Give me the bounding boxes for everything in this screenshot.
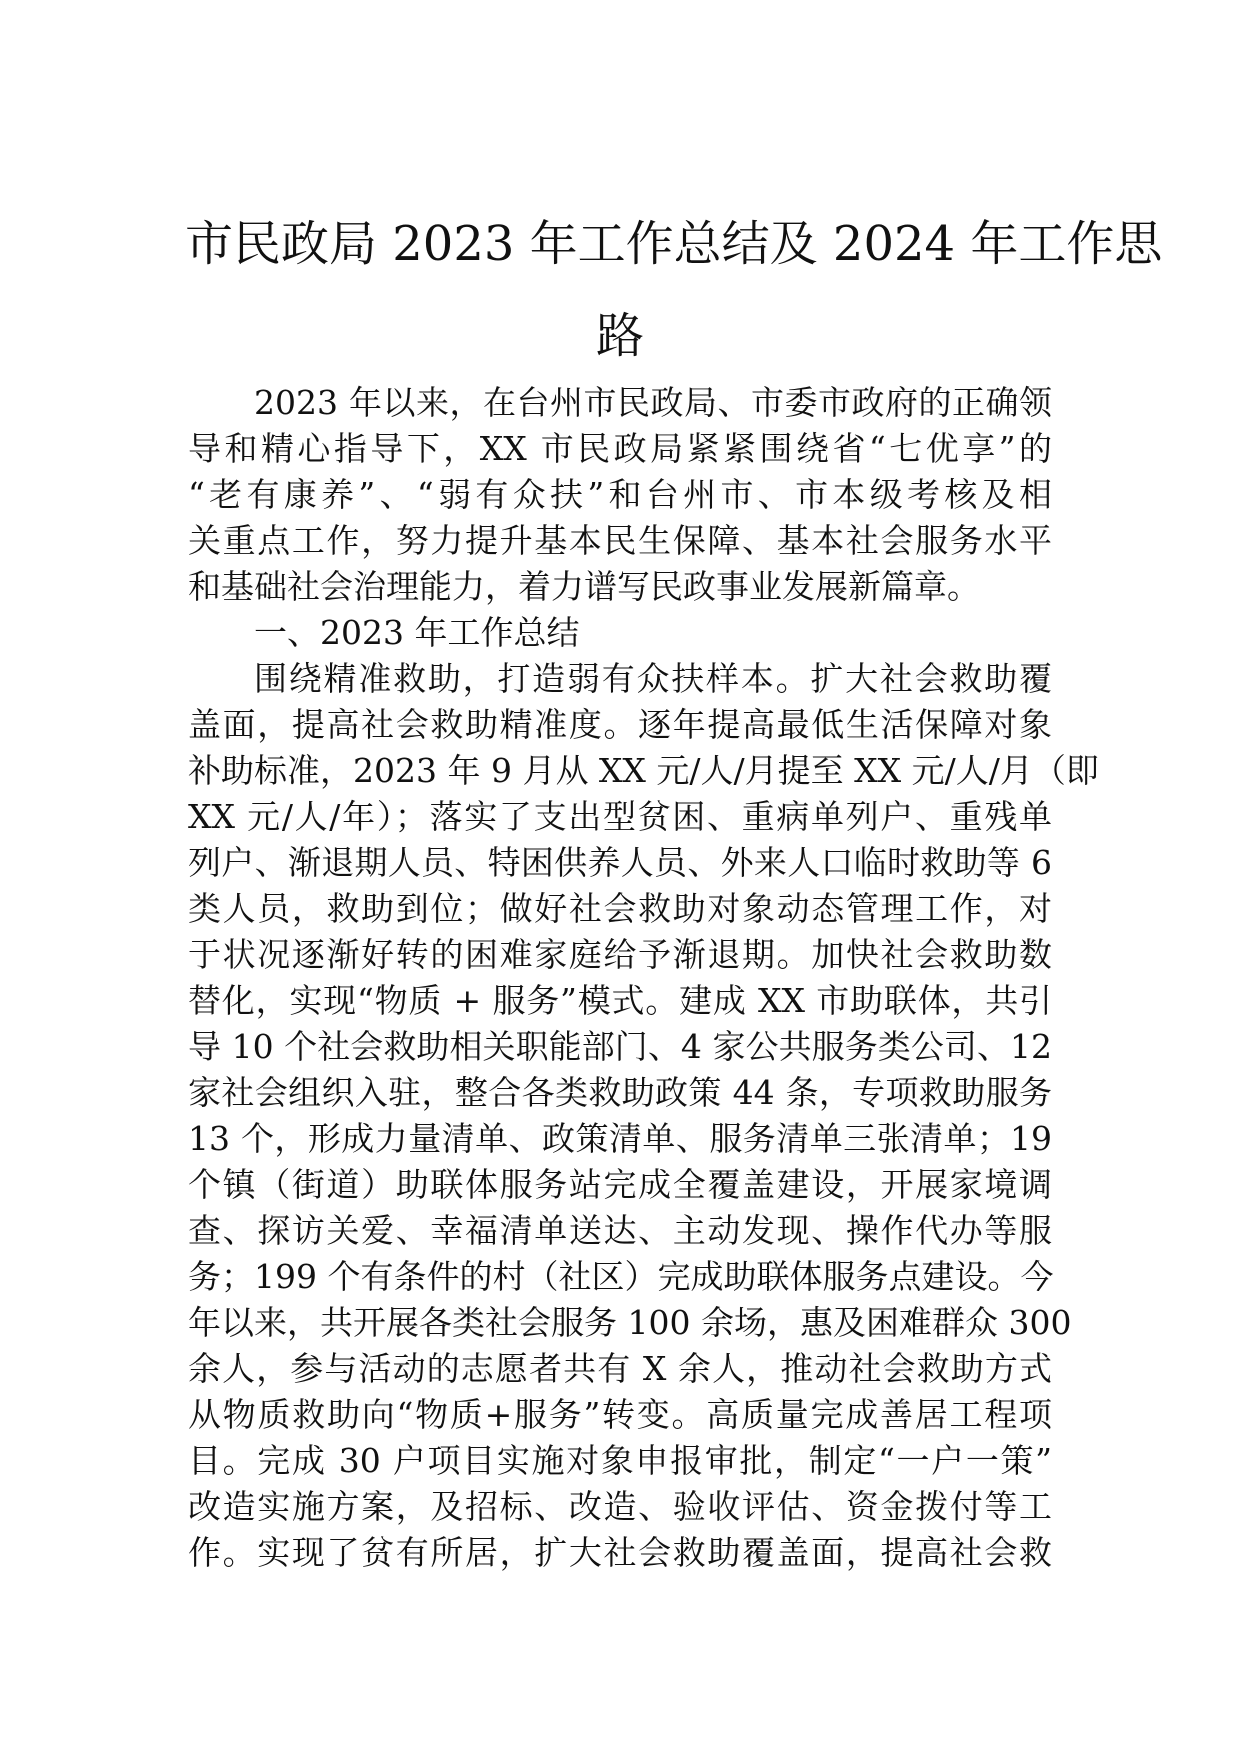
- section-heading: 一、2023 年工作总结: [254, 613, 580, 652]
- paragraph-line: 导和精心指导下，XX 市民政局紧紧围绕省“七优享”的: [188, 429, 1052, 468]
- paragraph-line: 关重点工作，努力提升基本民生保障、基本社会服务水平: [188, 521, 1052, 560]
- paragraph-line: 余人，参与活动的志愿者共有 X 余人，推动社会救助方式: [188, 1349, 1052, 1388]
- paragraph-line: 于状况逐渐好转的困难家庭给予渐退期。加快社会救助数: [188, 935, 1052, 974]
- paragraph-line: 年以来，共开展各类社会服务 100 余场，惠及困难群众 300: [188, 1303, 1072, 1342]
- document-title-line-1: 市民政局 2023 年工作总结及 2024 年工作思: [185, 216, 1163, 272]
- paragraph-line: 和基础社会治理能力，着力谱写民政事业发展新篇章。: [188, 567, 980, 606]
- paragraph-line: 盖面，提高社会救助精准度。逐年提高最低生活保障对象: [188, 705, 1052, 744]
- paragraph-line: 列户、渐退期人员、特困供养人员、外来人口临时救助等 6: [188, 843, 1052, 882]
- paragraph-line: 查、探访关爱、幸福清单送达、主动发现、操作代办等服: [188, 1211, 1052, 1250]
- paragraph-line: 务；199 个有条件的村（社区）完成助联体服务点建设。今: [188, 1257, 1054, 1296]
- paragraph-line: 围绕精准救助，打造弱有众扶样本。扩大社会救助覆: [254, 659, 1052, 698]
- paragraph-line: 2023 年以来，在台州市民政局、市委市政府的正确领: [254, 383, 1052, 422]
- paragraph-line: 类人员，救助到位；做好社会救助对象动态管理工作，对: [188, 889, 1052, 928]
- paragraph-line: 导 10 个社会救助相关职能部门、4 家公共服务类公司、12: [188, 1027, 1052, 1066]
- paragraph-line: 家社会组织入驻，整合各类救助政策 44 条，专项救助服务: [188, 1073, 1052, 1112]
- paragraph-line: 作。实现了贫有所居，扩大社会救助覆盖面，提高社会救: [188, 1533, 1052, 1572]
- paragraph-line: XX 元/人/年）；落实了支出型贫困、重病单列户、重残单: [188, 797, 1052, 836]
- paragraph-line: 13 个，形成力量清单、政策清单、服务清单三张清单；19: [188, 1119, 1052, 1158]
- paragraph-line: 补助标准，2023 年 9 月从 XX 元/人/月提至 XX 元/人/月（即: [188, 751, 1099, 790]
- paragraph-line: 目。完成 30 户项目实施对象申报审批，制定“一户一策”: [188, 1441, 1052, 1480]
- paragraph-line: 改造实施方案，及招标、改造、验收评估、资金拨付等工: [188, 1487, 1052, 1526]
- paragraph-line: “老有康养”、“弱有众扶”和台州市、市本级考核及相: [188, 475, 1052, 514]
- paragraph-line: 替化，实现“物质 + 服务”模式。建成 XX 市助联体，共引: [188, 981, 1052, 1020]
- paragraph-line: 从物质救助向“物质+服务”转变。高质量完成善居工程项: [188, 1395, 1052, 1434]
- paragraph-line: 个镇（街道）助联体服务站完成全覆盖建设，开展家境调: [188, 1165, 1052, 1204]
- document-title-line-2: 路: [595, 308, 644, 364]
